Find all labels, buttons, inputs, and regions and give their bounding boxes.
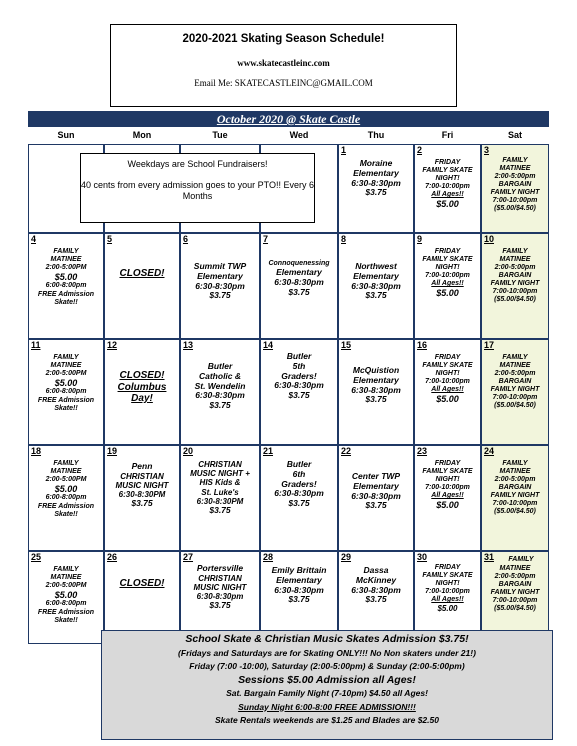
day-number: 9 bbox=[417, 234, 423, 244]
closed-label: CLOSED! bbox=[119, 268, 165, 279]
day-cell-18 bbox=[28, 445, 104, 551]
event-line: Northwest bbox=[355, 261, 397, 271]
event-line: MATINEE bbox=[499, 362, 531, 370]
event-line: MATINEE bbox=[499, 165, 531, 173]
day-number: 20 bbox=[183, 446, 194, 456]
event-line: 2:00-5:00pm bbox=[494, 476, 536, 484]
day-cell-21 bbox=[260, 445, 338, 551]
event-line: 7:00-10:00pm bbox=[425, 272, 470, 280]
day-number: 1 bbox=[341, 145, 347, 155]
event-line: FAMILY SKATE bbox=[422, 167, 473, 175]
event-line: Elementary bbox=[276, 267, 322, 278]
event-line: FREE Admission bbox=[37, 608, 95, 616]
event-line: 2:00-5:00pm bbox=[494, 573, 536, 581]
day-number: 27 bbox=[183, 552, 194, 562]
day-number: 29 bbox=[341, 552, 352, 562]
event-line: 6th bbox=[292, 468, 306, 479]
event-line: 2:00-5:00PM bbox=[45, 582, 87, 590]
event-line: St. Wendelin bbox=[194, 380, 246, 391]
event-line: Skate!! bbox=[54, 298, 78, 306]
event-price: $3.75 bbox=[209, 400, 231, 411]
event-line: FREE Admission bbox=[37, 502, 95, 510]
footer-line-3: Friday (7:00 -10:00), Saturday (2:00-5:00pm) & Sunday (2:00-5:00pm) bbox=[189, 661, 465, 671]
event-price: $3.75 bbox=[288, 390, 310, 401]
event-line: FAMILY bbox=[502, 157, 528, 164]
event-line: 6:30-8:30pm bbox=[274, 488, 324, 499]
day-cell-20 bbox=[180, 445, 260, 551]
day-number: 24 bbox=[484, 446, 495, 456]
event-price: ($5.00/$4.50) bbox=[494, 205, 536, 213]
event-line: FAMILY bbox=[502, 460, 528, 467]
event-line: 6:30-8:30pm bbox=[274, 584, 324, 595]
schedule-header-box bbox=[110, 24, 457, 107]
event-line: All Ages!! bbox=[431, 492, 464, 500]
event-line: Skate!! bbox=[54, 510, 78, 518]
event-line: Center TWP bbox=[351, 471, 401, 481]
event-line: 2:00-5:00PM bbox=[45, 476, 87, 484]
event-line: 6:30-8:30pm bbox=[274, 276, 324, 287]
day-cell-17 bbox=[481, 339, 549, 445]
event-line: 2:00-5:00PM bbox=[45, 370, 87, 378]
weekday-fri: Fri bbox=[441, 130, 454, 140]
event-line: Butler bbox=[207, 361, 233, 371]
event-price: $3.75 bbox=[365, 594, 387, 605]
event-line: Elementary bbox=[353, 167, 399, 178]
footer-line-5: Sat. Bargain Family Night (7-10pm) $4.50 all Ages! bbox=[226, 688, 428, 698]
event-price: ($5.00/$4.50) bbox=[494, 508, 536, 516]
day-number: 12 bbox=[107, 340, 118, 350]
event-price: $3.75 bbox=[209, 600, 231, 611]
event-line: MUSIC NIGHT bbox=[115, 480, 169, 490]
day-number: 22 bbox=[341, 446, 352, 456]
day-cell-28 bbox=[260, 551, 338, 631]
event-price: $3.75 bbox=[365, 290, 387, 301]
event-line: St. Luke's bbox=[201, 487, 239, 497]
day-number: 14 bbox=[263, 340, 274, 350]
event-line: MATINEE bbox=[499, 468, 531, 476]
day-number: 8 bbox=[341, 234, 347, 244]
day-cell-24 bbox=[481, 445, 549, 551]
day-number: 18 bbox=[31, 446, 42, 456]
day-number: 4 bbox=[31, 234, 37, 244]
event-price: $5.00 bbox=[54, 484, 78, 495]
weekday-thu: Thu bbox=[367, 130, 385, 140]
notice-body: 40 cents from every admission goes to your PTO!! Every 6 Months bbox=[81, 179, 314, 202]
event-line: NIGHT! bbox=[435, 580, 460, 588]
event-line: FAMILY bbox=[53, 354, 79, 361]
event-price: ($5.00/$4.50) bbox=[494, 605, 536, 613]
event-line: McQuistion bbox=[352, 365, 400, 375]
event-price: $5.00 bbox=[436, 500, 459, 511]
event-line: MATINEE bbox=[50, 468, 82, 476]
day-number: 25 bbox=[31, 552, 42, 562]
event-line: FRIDAY bbox=[434, 564, 461, 571]
event-line: Skate!! bbox=[54, 404, 78, 412]
event-price: $3.75 bbox=[365, 500, 387, 511]
day-number: 28 bbox=[263, 552, 274, 562]
footer-line-2: (Fridays and Saturdays are for Skating ONLY!!! No Non skaters under 21!) bbox=[178, 647, 476, 658]
event-line: Columbus bbox=[117, 381, 167, 393]
day-cell-1 bbox=[338, 144, 414, 233]
event-line: 6:30-8:30pm bbox=[274, 380, 324, 391]
event-line: NIGHT! bbox=[435, 175, 460, 183]
day-cell-15 bbox=[338, 339, 414, 445]
footer-line-7: Skate Rentals weekends are $1.25 and Blades are $2.50 bbox=[215, 715, 439, 725]
event-line: FAMILY bbox=[53, 248, 79, 255]
day-number: 21 bbox=[263, 446, 274, 456]
event-price: $5.00 bbox=[436, 199, 459, 210]
event-line: McKinney bbox=[355, 574, 397, 585]
event-line: FREE Admission bbox=[37, 290, 95, 298]
day-number: 19 bbox=[107, 446, 118, 456]
event-line: All Ages!! bbox=[431, 386, 464, 394]
day-cell-13 bbox=[180, 339, 260, 445]
day-number: 2 bbox=[417, 145, 423, 155]
day-number: 30 bbox=[417, 552, 428, 562]
event-line: 6:30-8:30PM bbox=[118, 490, 166, 500]
event-line: FAMILY NIGHT bbox=[490, 189, 540, 197]
day-number: 15 bbox=[341, 340, 352, 350]
day-cell-22 bbox=[338, 445, 414, 551]
event-price: $5.00 bbox=[54, 590, 78, 601]
day-number: 17 bbox=[484, 340, 495, 350]
event-line: FAMILY bbox=[502, 248, 528, 255]
event-line: All Ages!! bbox=[431, 596, 464, 604]
event-line: FRIDAY bbox=[434, 159, 461, 166]
event-line: FAMILY SKATE bbox=[422, 256, 473, 264]
day-cell-26 bbox=[104, 551, 180, 631]
event-line: 6:30-8:30pm bbox=[195, 280, 245, 291]
event-line: 6:30-8:30pm bbox=[196, 592, 244, 602]
event-line: Connoquenessing bbox=[268, 260, 330, 267]
event-line: 5th bbox=[292, 360, 306, 371]
event-price: $5.00 bbox=[54, 272, 78, 283]
event-price: $3.75 bbox=[288, 286, 310, 297]
event-line: FAMILY NIGHT bbox=[490, 280, 540, 288]
event-line: MATINEE bbox=[499, 256, 531, 264]
event-line: 2:00-5:00pm bbox=[494, 370, 536, 378]
event-line: All Ages!! bbox=[431, 280, 464, 288]
event-line: FAMILY bbox=[53, 566, 79, 573]
event-line: Graders! bbox=[281, 370, 317, 381]
event-price: $5.00 bbox=[54, 378, 78, 389]
day-cell-25 bbox=[28, 551, 104, 644]
event-line: NIGHT! bbox=[435, 476, 460, 484]
event-line: 6:00-8:00pm bbox=[45, 388, 87, 396]
day-cell-3 bbox=[481, 144, 549, 233]
event-line: FAMILY SKATE bbox=[422, 572, 473, 580]
event-line: BARGAIN bbox=[498, 181, 532, 189]
event-line: 6:30-8:30pm bbox=[195, 390, 245, 401]
day-cell-4 bbox=[28, 233, 104, 339]
event-line: 7:00-10:00pm bbox=[425, 378, 470, 386]
event-line: FAMILY bbox=[508, 556, 534, 563]
event-line: FAMILY NIGHT bbox=[490, 492, 540, 500]
event-price: $5.00 bbox=[436, 394, 459, 405]
day-number: 13 bbox=[183, 340, 194, 350]
event-line: BARGAIN bbox=[498, 272, 532, 280]
event-line: Emily Brittain bbox=[271, 565, 327, 575]
event-line: BARGAIN bbox=[498, 378, 532, 386]
event-line: 6:30-8:30pm bbox=[351, 490, 401, 501]
day-cell-9 bbox=[414, 233, 481, 339]
event-line: 2:00-5:00pm bbox=[494, 173, 536, 181]
event-line: MATINEE bbox=[50, 256, 82, 264]
event-line: FRIDAY bbox=[434, 460, 461, 467]
event-line: FAMILY bbox=[502, 354, 528, 361]
day-number: 16 bbox=[417, 340, 428, 350]
event-line: MATINEE bbox=[50, 362, 82, 370]
day-cell-19 bbox=[104, 445, 180, 551]
event-line: 6:30-8:30pm bbox=[351, 584, 401, 595]
day-number: 10 bbox=[484, 234, 495, 244]
event-line: MUSIC NIGHT bbox=[193, 582, 247, 592]
event-price: $3.75 bbox=[209, 290, 231, 301]
day-cell-5 bbox=[104, 233, 180, 339]
event-line: FREE Admission bbox=[37, 396, 95, 404]
event-line: Penn bbox=[131, 461, 153, 471]
footer-line-6: Sunday Night 6:00-8:00 FREE ADMISSION!!! bbox=[238, 701, 416, 712]
day-cell-27 bbox=[180, 551, 260, 631]
day-number: 26 bbox=[107, 552, 118, 562]
website-text: www.skatecastleinc.com bbox=[237, 58, 330, 68]
event-line: 7:00-10:00pm bbox=[425, 588, 470, 596]
day-cell-12 bbox=[104, 339, 180, 445]
event-price: ($5.00/$4.50) bbox=[494, 296, 536, 304]
event-price: $3.75 bbox=[288, 498, 310, 509]
notice-heading: Weekdays are School Fundraisers! bbox=[127, 159, 268, 169]
event-line: Day! bbox=[131, 393, 153, 404]
event-line: 7:00-10:00pm bbox=[425, 183, 470, 191]
day-cell-11 bbox=[28, 339, 104, 445]
event-price: $3.75 bbox=[131, 498, 153, 509]
event-line: 7:00-10:00pm bbox=[492, 394, 538, 402]
footer-line-4: Sessions $5.00 Admission all Ages! bbox=[238, 673, 416, 686]
event-line: 7:00-10:00pm bbox=[425, 484, 470, 492]
event-price: $3.75 bbox=[365, 187, 387, 198]
event-line: Elementary bbox=[353, 480, 399, 491]
day-cell-16 bbox=[414, 339, 481, 445]
event-line: 7:00-10:00pm bbox=[492, 288, 538, 296]
day-cell-6 bbox=[180, 233, 260, 339]
event-line: NIGHT! bbox=[435, 264, 460, 272]
event-line: Elementary bbox=[197, 270, 243, 281]
day-cell-7 bbox=[260, 233, 338, 339]
day-cell-2 bbox=[414, 144, 481, 233]
day-cell-29 bbox=[338, 551, 414, 631]
event-line: 6:00-8:00pm bbox=[45, 600, 87, 608]
event-price: $3.75 bbox=[365, 394, 387, 405]
day-number: 5 bbox=[107, 234, 113, 244]
day-cell-30 bbox=[414, 551, 481, 631]
event-line: FRIDAY bbox=[434, 248, 461, 255]
event-line: Elementary bbox=[353, 270, 399, 281]
event-price: ($5.00/$4.50) bbox=[494, 402, 536, 410]
day-number: 6 bbox=[183, 234, 189, 244]
closed-label: CLOSED! bbox=[119, 578, 165, 589]
weekday-sat: Sat bbox=[507, 130, 522, 140]
event-line: FAMILY SKATE bbox=[422, 468, 473, 476]
day-number: 31 bbox=[484, 552, 495, 562]
event-line: Dassa bbox=[363, 565, 389, 575]
event-line: All Ages!! bbox=[431, 191, 464, 199]
event-line: FAMILY NIGHT bbox=[490, 386, 540, 394]
month-banner-text: October 2020 @ Skate Castle bbox=[216, 112, 361, 126]
weekday-wed: Wed bbox=[289, 130, 309, 140]
event-line: 6:30-8:30pm bbox=[351, 384, 401, 395]
event-line: FAMILY bbox=[53, 460, 79, 467]
event-line: CHRISTIAN bbox=[198, 460, 242, 469]
event-line: 6:30-8:30pm bbox=[351, 177, 401, 188]
day-number: 7 bbox=[263, 234, 269, 244]
weekday-sun: Sun bbox=[57, 130, 75, 140]
event-line: 7:00-10:00pm bbox=[492, 197, 538, 205]
event-line: 6:30-8:30PM bbox=[196, 496, 244, 506]
weekday-tue: Tue bbox=[212, 130, 228, 140]
event-line: Skate!! bbox=[54, 616, 78, 624]
event-line: MUSIC NIGHT + bbox=[190, 469, 250, 479]
day-cell-14 bbox=[260, 339, 338, 445]
day-number: 23 bbox=[417, 446, 428, 456]
month-banner bbox=[28, 111, 549, 127]
event-line: 6:00-8:00pm bbox=[45, 494, 87, 502]
day-cell-10 bbox=[481, 233, 549, 339]
event-line: BARGAIN bbox=[498, 581, 532, 589]
day-cell-31 bbox=[481, 551, 549, 631]
event-line: Summit TWP bbox=[193, 261, 247, 271]
event-line: NIGHT! bbox=[435, 370, 460, 378]
event-line: 7:00-10:00pm bbox=[492, 500, 538, 508]
event-line: Butler bbox=[286, 351, 312, 361]
event-line: 6:00-8:00pm bbox=[45, 282, 87, 290]
footer-line-1: School Skate & Christian Music Skates Admission $3.75! bbox=[185, 633, 469, 645]
email-text: Email Me: SKATECASTLEINC@GMAIL.COM bbox=[194, 78, 373, 88]
event-line: Elementary bbox=[276, 574, 322, 585]
day-number: 3 bbox=[484, 145, 490, 155]
event-line: Butler bbox=[286, 459, 312, 469]
event-line: HIS Kids & bbox=[199, 478, 241, 488]
admission-info-box bbox=[101, 630, 553, 740]
day-cell-23 bbox=[414, 445, 481, 551]
event-line: 6:30-8:30pm bbox=[351, 280, 401, 291]
day-cell-8 bbox=[338, 233, 414, 339]
event-line: FRIDAY bbox=[434, 354, 461, 361]
event-line: Catholic & bbox=[198, 370, 242, 381]
fundraiser-notice-box bbox=[80, 153, 315, 223]
event-line: Moraine bbox=[359, 158, 393, 168]
event-line: Portersville bbox=[196, 563, 244, 573]
schedule-title: 2020-2021 Skating Season Schedule! bbox=[182, 33, 385, 45]
event-line: 7:00-10:00pm bbox=[492, 597, 538, 605]
event-price: $3.75 bbox=[209, 504, 231, 515]
event-line: Elementary bbox=[353, 374, 399, 385]
event-line: BARGAIN bbox=[498, 484, 532, 492]
event-line: CHRISTIAN bbox=[198, 573, 242, 583]
event-price: $5.00 bbox=[436, 288, 459, 299]
event-line: MATINEE bbox=[499, 565, 531, 572]
event-line: 2:00-5:00PM bbox=[45, 264, 87, 272]
closed-label: CLOSED! bbox=[119, 370, 165, 381]
weekday-mon: Mon bbox=[132, 130, 152, 140]
event-price: $5.00 bbox=[437, 604, 458, 614]
event-price: $3.75 bbox=[288, 594, 310, 605]
event-line: Graders! bbox=[281, 478, 317, 489]
weekday-header-row bbox=[28, 127, 549, 144]
event-line: 2:00-5:00pm bbox=[494, 264, 536, 272]
event-line: FAMILY SKATE bbox=[422, 362, 473, 370]
event-line: MATINEE bbox=[50, 574, 82, 582]
event-line: FAMILY NIGHT bbox=[490, 589, 540, 597]
day-number: 11 bbox=[31, 340, 41, 350]
event-line: CHRISTIAN bbox=[120, 471, 164, 481]
